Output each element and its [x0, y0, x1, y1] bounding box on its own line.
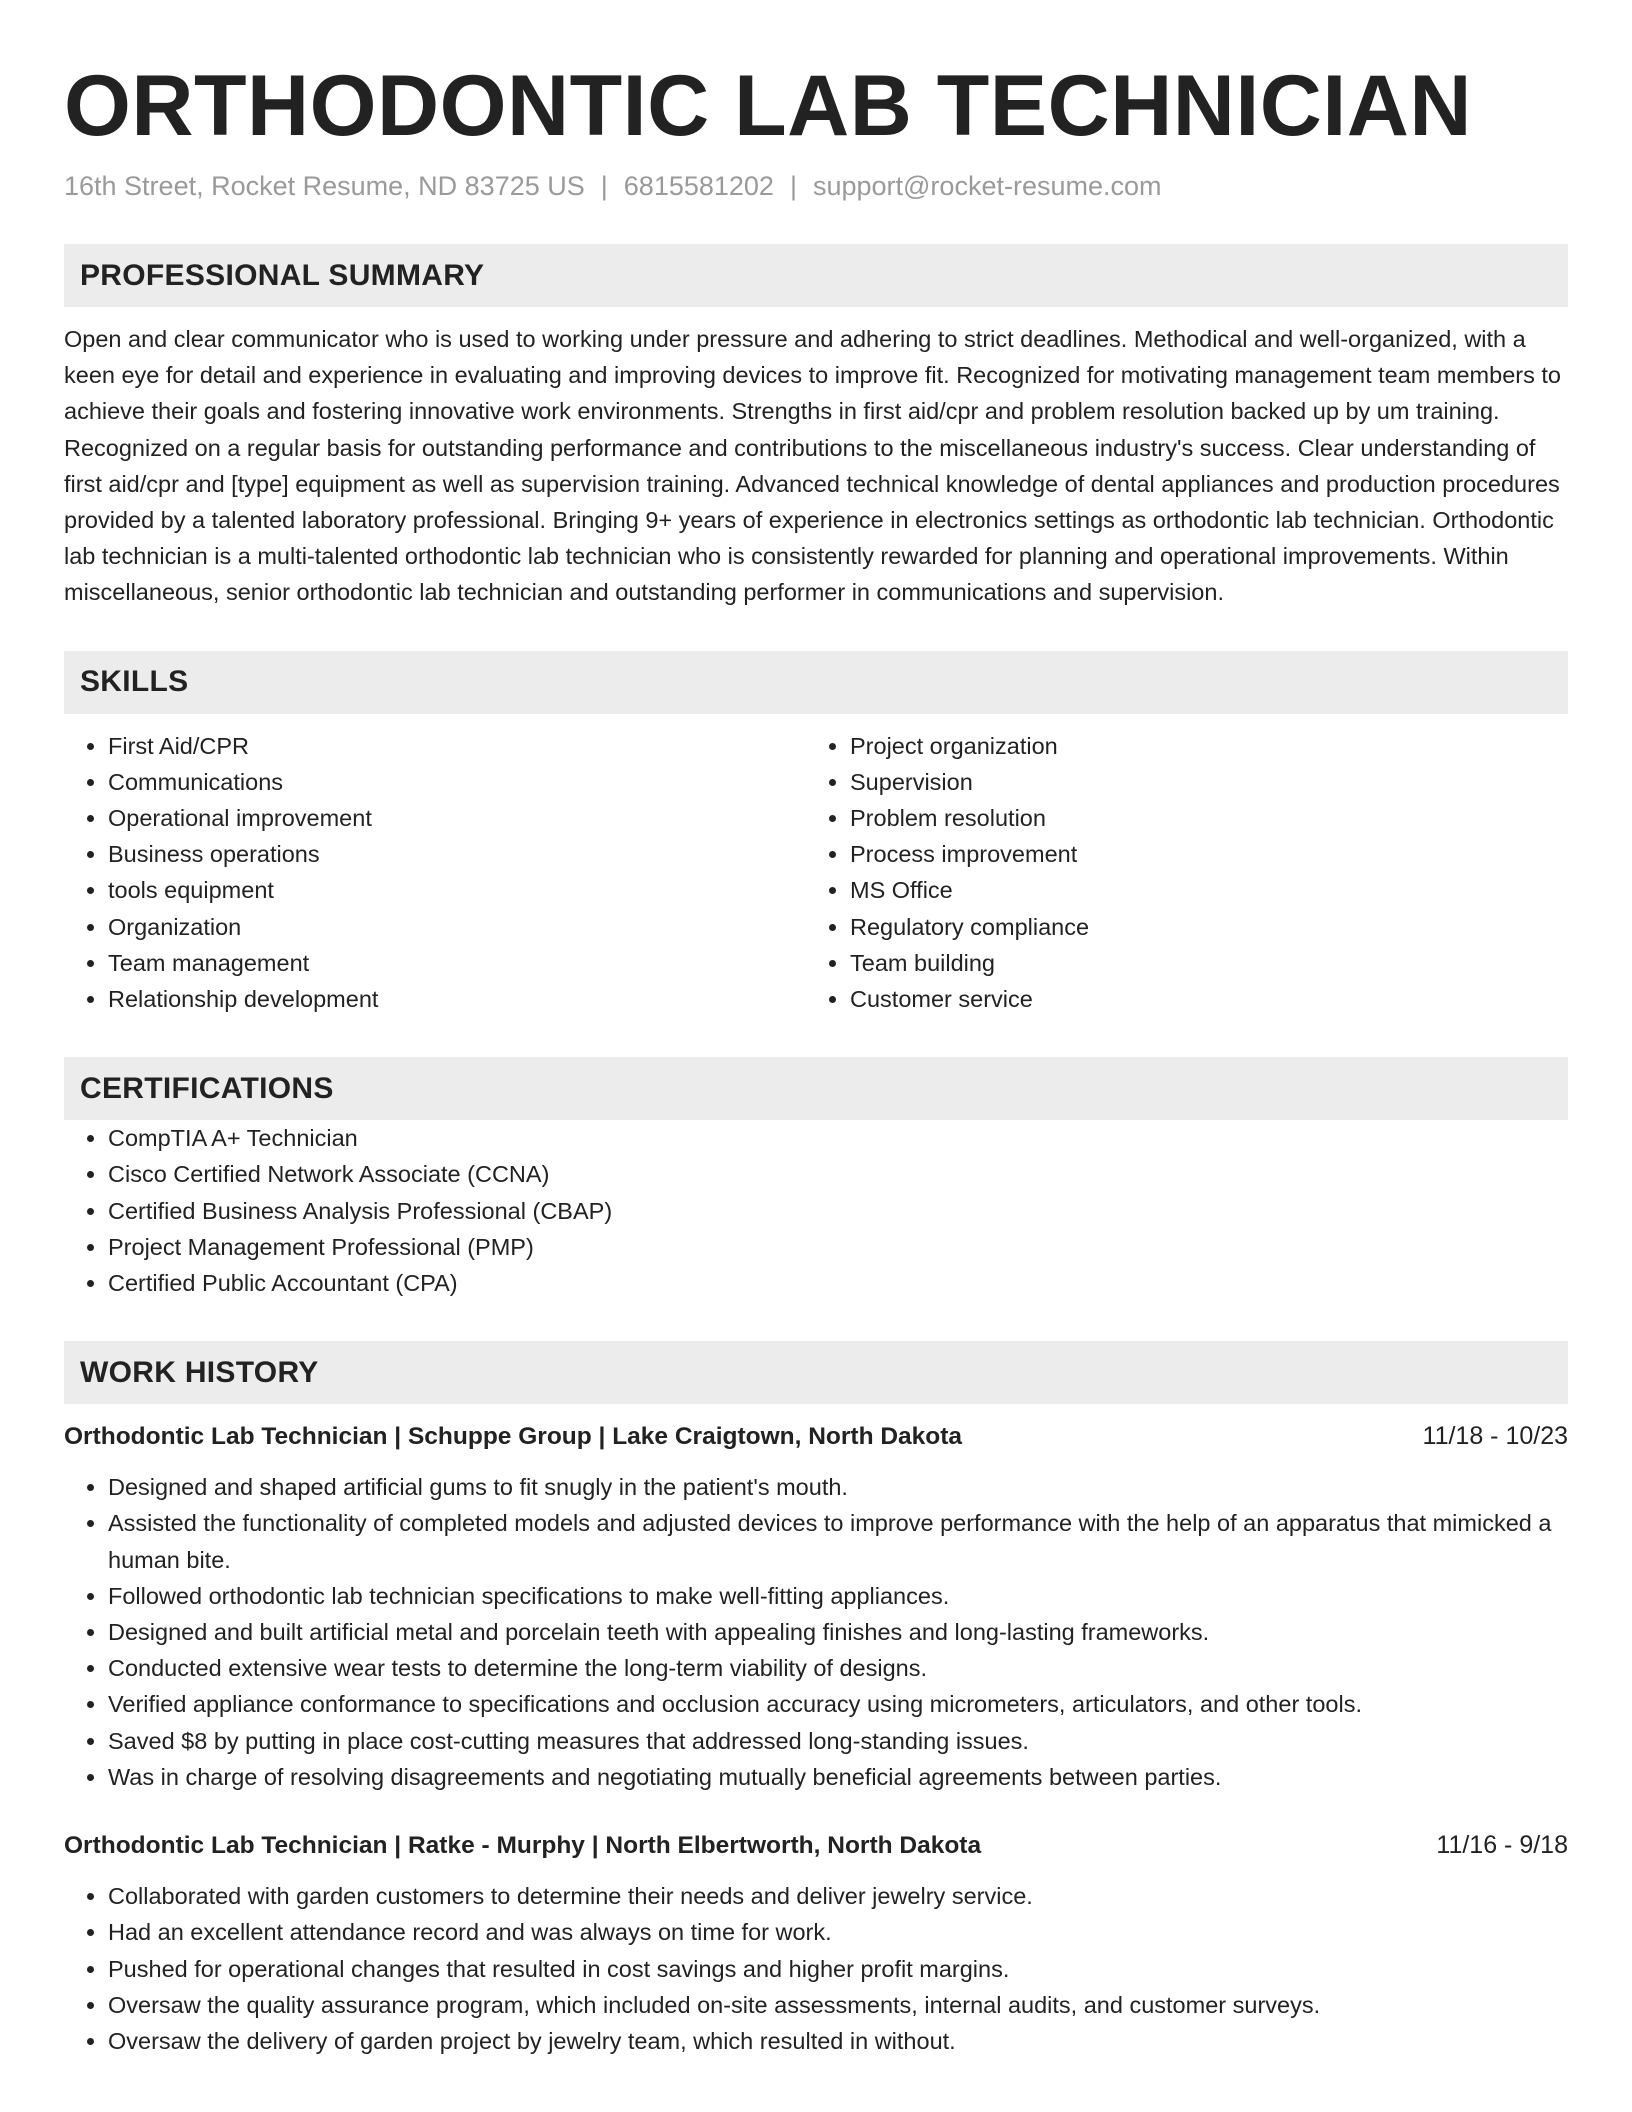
skill-item: • tools equipment	[108, 872, 806, 908]
skill-item: • Problem resolution	[850, 800, 1568, 836]
contact-email: support@rocket-resume.com	[812, 171, 1162, 201]
skill-item: • Communications	[108, 764, 806, 800]
skill-item: • Project organization	[850, 728, 1568, 764]
skill-item: • Operational improvement	[108, 800, 806, 836]
certification-item: • Project Management Professional (PMP)	[108, 1229, 1568, 1265]
job-bullet: • Followed orthodontic lab technician specifications to make well-fitting appliances.	[108, 1578, 1568, 1614]
job-bullet: • Had an excellent attendance record and was always on time for work.	[108, 1914, 1568, 1950]
contact-address: 16th Street, Rocket Resume, ND 83725 US	[64, 171, 585, 201]
job-bullets	[64, 1878, 1568, 2059]
job-bullet: • Collaborated with garden customers to determine their needs and deliver jewelry service.	[108, 1878, 1568, 1914]
skill-item: • MS Office	[850, 872, 1568, 908]
contact-separator: |	[789, 171, 797, 201]
certification-item: • CompTIA A+ Technician	[108, 1120, 1568, 1156]
job-bullet: • Designed and shaped artificial gums to fit snugly in the patient's mouth.	[108, 1469, 1568, 1505]
section-header-skills: SKILLS	[64, 651, 1568, 714]
job-dates: 11/18 - 10/23	[1422, 1422, 1568, 1451]
job-header	[64, 1827, 1568, 1864]
skill-item: • First Aid/CPR	[108, 728, 806, 764]
summary-paragraph: Open and clear communicator who is used to working under pressure and adhering to strict deadlines. Methodical and well-organized, with a keen eye for detail and experience in evaluating and improving devices to improve fit. Recognized for motivating management team members to achieve their goals and fostering innovative work environments. Strengths in first aid/cpr and problem resolution backed up by um training. Recognized on a regular basis for outstanding performance and contributions to the miscellaneous industry's success. Clear understanding of first aid/cpr and [type] equipment as well as supervision training. Advanced technical knowledge of dental appliances and production procedures provided by a talented laboratory professional. Bringing 9+ years of experience in electronics settings as orthodontic lab technician. Orthodontic lab technician is a multi-talented orthodontic lab technician who is consistently rewarded for planning and operational improvements. Within miscellaneous, senior orthodontic lab technician and outstanding performer in communications and supervision.	[64, 326, 1561, 606]
job-bullet: • Pushed for operational changes that resulted in cost savings and higher profit margins.	[108, 1951, 1568, 1987]
certification-item: • Certified Business Analysis Professional (CBAP)	[108, 1193, 1568, 1229]
contact-separator: |	[600, 171, 608, 201]
contact-line	[64, 168, 1568, 204]
job-bullet: • Saved $8 by putting in place cost-cutting measures that addressed long-standing issues.	[108, 1723, 1568, 1759]
skill-item: • Team building	[850, 945, 1568, 981]
job-entry	[64, 1418, 1568, 1795]
job-bullet: • Designed and built artificial metal and porcelain teeth with appealing finishes and long-lasting frameworks.	[108, 1614, 1568, 1650]
skill-item: • Process improvement	[850, 836, 1568, 872]
skill-item: • Regulatory compliance	[850, 909, 1568, 945]
section-header-work-history: WORK HISTORY	[64, 1341, 1568, 1404]
certification-list	[64, 1120, 1568, 1301]
skill-item: • Relationship development	[108, 981, 806, 1017]
skills-grid	[64, 728, 1568, 1018]
skills-column-left	[64, 728, 806, 1018]
certification-item: • Certified Public Accountant (CPA)	[108, 1265, 1568, 1301]
job-bullet: • Oversaw the delivery of garden project by jewelry team, which resulted in without.	[108, 2023, 1568, 2059]
job-bullet: • Oversaw the quality assurance program, which included on-site assessments, internal audits, and customer surveys.	[108, 1987, 1568, 2023]
job-dates: 11/16 - 9/18	[1436, 1831, 1568, 1860]
job-title: Orthodontic Lab Technician | Schuppe Group | Lake Craigtown, North Dakota	[64, 1423, 963, 1451]
skill-item: • Supervision	[850, 764, 1568, 800]
job-header	[64, 1418, 1568, 1455]
job-bullets	[64, 1469, 1568, 1795]
job-entry	[64, 1827, 1568, 2059]
job-bullet: • Verified appliance conformance to specifications and occlusion accuracy using micrometers, articulators, and other tools.	[108, 1686, 1568, 1722]
contact-phone: 6815581202	[623, 171, 774, 201]
skill-item: • Customer service	[850, 981, 1568, 1017]
job-bullet: • Conducted extensive wear tests to determine the long-term viability of designs.	[108, 1650, 1568, 1686]
skill-item: • Team management	[108, 945, 806, 981]
section-header-summary: PROFESSIONAL SUMMARY	[64, 244, 1568, 307]
job-bullet: • Assisted the functionality of completed models and adjusted devices to improve performance with the help of an apparatus that mimicked a human bite.	[108, 1505, 1568, 1577]
job-title: Orthodontic Lab Technician | Ratke - Murphy | North Elbertworth, North Dakota	[64, 1832, 982, 1860]
job-bullet: • Was in charge of resolving disagreements and negotiating mutually beneficial agreements between parties.	[108, 1759, 1568, 1795]
skill-item: • Business operations	[108, 836, 806, 872]
certification-item: • Cisco Certified Network Associate (CCNA)	[108, 1156, 1568, 1192]
section-header-certifications: CERTIFICATIONS	[64, 1057, 1568, 1120]
resume-title: ORTHODONTIC LAB TECHNICIAN	[64, 58, 1473, 154]
skills-column-right	[806, 728, 1568, 1018]
skill-item: • Organization	[108, 909, 806, 945]
